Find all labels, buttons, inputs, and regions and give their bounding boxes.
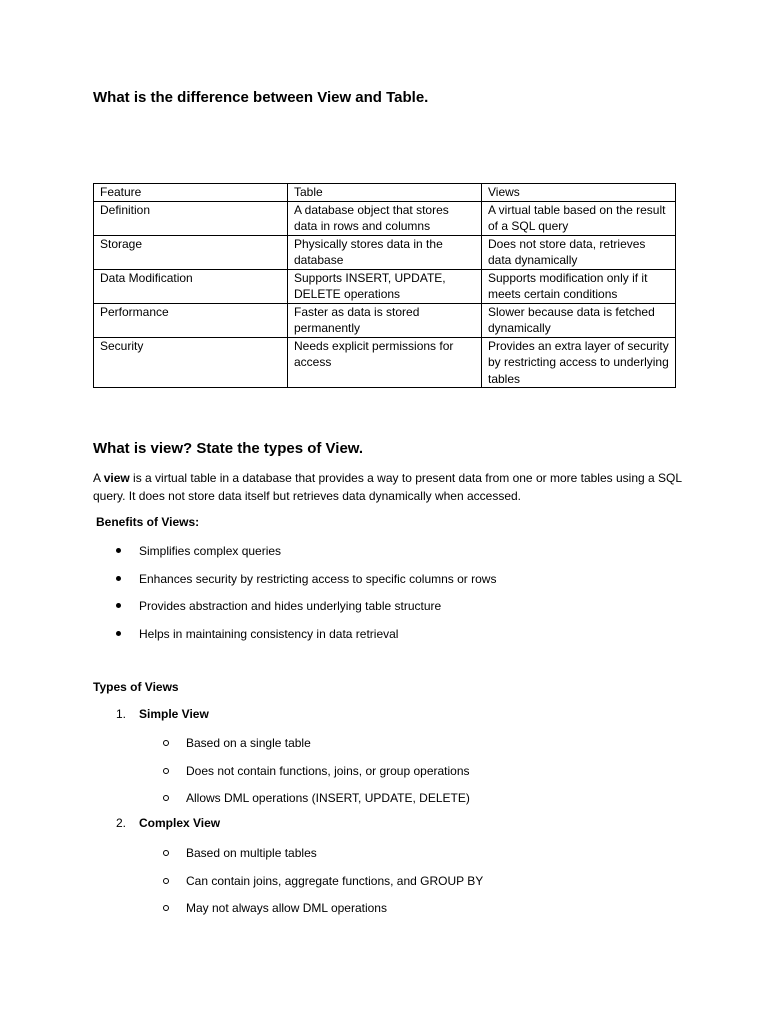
table-row	[94, 269, 676, 303]
simple-view-points	[0, 733, 470, 816]
table-row	[94, 201, 676, 235]
table-row	[94, 303, 676, 337]
list-item	[0, 843, 483, 871]
type-heading-complex-view	[116, 816, 221, 830]
list-item-text: Helps in maintaining consistency in data retrieval	[139, 626, 399, 641]
list-item-text: Can contain joins, aggregate functions, and GROUP BY	[186, 873, 484, 888]
table-cell: Definition	[94, 201, 288, 235]
hollow-bullet-icon	[163, 905, 169, 911]
list-number: 2.	[116, 816, 127, 830]
bullet-dot-icon	[116, 548, 121, 553]
table-cell: Security	[94, 337, 288, 388]
table-cell: Supports modification only if it meets certain conditions	[482, 269, 676, 303]
table-cell: Supports INSERT, UPDATE, DELETE operations	[288, 269, 482, 303]
table-cell: A virtual table based on the result of a SQL query	[482, 201, 676, 235]
list-item-text: Simplifies complex queries	[139, 544, 282, 558]
section-title-view-vs-table: What is the difference between View and Table.	[93, 89, 429, 106]
list-item	[0, 898, 483, 926]
list-item	[0, 788, 470, 816]
section-title-what-is-view: What is view? State the types of View.	[93, 440, 364, 457]
table-header-cell: Views	[482, 184, 676, 202]
list-item	[0, 733, 470, 761]
intro-rest: is a virtual table in a database that provides a way to present data from one or more tables using a SQL query. It does not store data itself but retrieves data dynamically when accessed.	[93, 471, 682, 503]
hollow-bullet-icon	[163, 850, 169, 856]
table-header-cell: Table	[288, 184, 482, 202]
table-row	[94, 235, 676, 269]
list-item	[0, 761, 470, 789]
hollow-bullet-icon	[163, 795, 169, 801]
table-cell: Physically stores data in the database	[288, 235, 482, 269]
table-cell: Performance	[94, 303, 288, 337]
table-cell: Does not store data, retrieves data dynamically	[482, 235, 676, 269]
list-item-text: Based on multiple tables	[186, 846, 317, 860]
list-item-text: May not always allow DML operations	[186, 901, 387, 915]
list-item-text: Enhances security by restricting access to specific columns or rows	[139, 571, 497, 586]
list-item	[0, 624, 496, 652]
table-header-row	[94, 184, 676, 202]
list-item	[0, 871, 483, 899]
table-row	[94, 337, 676, 388]
table-cell: A database object that stores data in rows and columns	[288, 201, 482, 235]
table-cell: Provides an extra layer of security by restricting access to underlying tables	[482, 337, 676, 388]
type-name: Complex View	[139, 816, 221, 830]
complex-view-points	[0, 843, 483, 926]
type-heading-simple-view	[116, 707, 209, 721]
table-cell: Data Modification	[94, 269, 288, 303]
table-header-cell: Feature	[94, 184, 288, 202]
view-definition-paragraph	[93, 470, 683, 505]
bullet-dot-icon	[116, 603, 121, 608]
benefits-list	[0, 541, 496, 651]
list-item-text: Based on a single table	[186, 736, 311, 750]
hollow-bullet-icon	[163, 768, 169, 774]
bullet-dot-icon	[116, 576, 121, 581]
list-item	[0, 541, 496, 569]
table-cell: Slower because data is fetched dynamically	[482, 303, 676, 337]
list-item	[0, 596, 496, 624]
type-name: Simple View	[139, 707, 209, 721]
benefits-heading: Benefits of Views:	[96, 515, 200, 529]
table-cell: Needs explicit permissions for access	[288, 337, 482, 388]
list-item-text: Provides abstraction and hides underlying table structure	[139, 599, 442, 613]
table-cell: Faster as data is stored permanently	[288, 303, 482, 337]
hollow-bullet-icon	[163, 878, 169, 884]
table-cell: Storage	[94, 235, 288, 269]
types-heading: Types of Views	[93, 680, 179, 694]
list-item-text: Does not contain functions, joins, or group operations	[186, 763, 470, 778]
hollow-bullet-icon	[163, 740, 169, 746]
comparison-table	[93, 183, 676, 388]
list-item-text: Allows DML operations (INSERT, UPDATE, DELETE)	[186, 791, 470, 805]
intro-bold-term: view	[103, 471, 130, 485]
intro-prefix: A	[93, 471, 104, 485]
list-item	[0, 569, 496, 597]
list-number: 1.	[116, 707, 127, 721]
bullet-dot-icon	[116, 631, 121, 636]
